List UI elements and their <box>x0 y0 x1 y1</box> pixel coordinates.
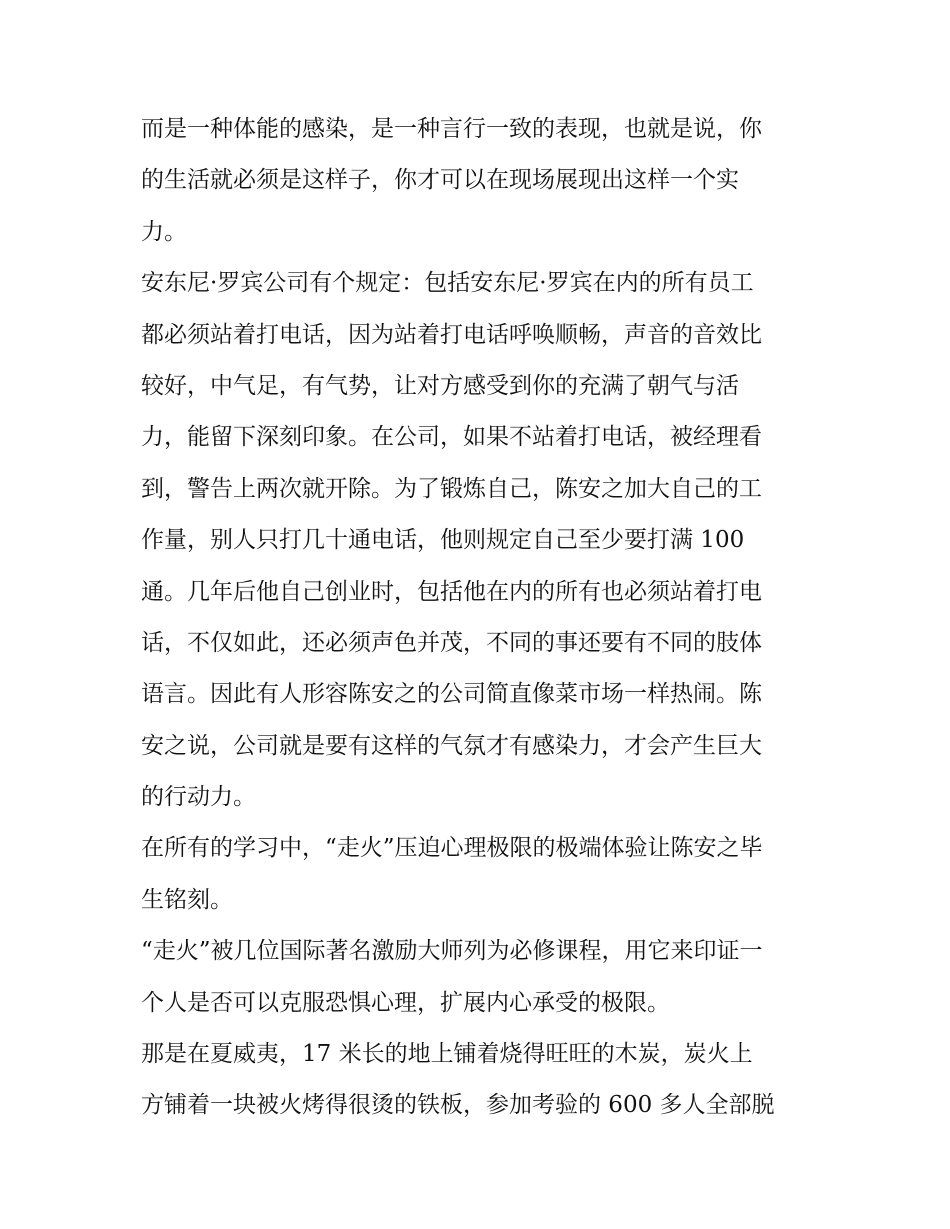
text-line: 作量，别人只打几十通电话，他则规定自己至少要打满 100 <box>141 527 745 554</box>
text-line: 的生活就必须是这样子，你才可以在现场展现出这样一个实 <box>141 167 739 194</box>
text-line: 力。 <box>141 218 187 245</box>
text-line: 个人是否可以克服恐惧心理，扩展内心承受的极限。 <box>141 989 670 1016</box>
text-line: 的行动力。 <box>141 784 256 811</box>
text-line: 生铭刻。 <box>141 886 233 913</box>
text-line: 在所有的学习中，“走火”压迫心理极限的极端体验让陈安之毕 <box>141 835 763 862</box>
text-line: 而是一种体能的感染，是一种言行一致的表现，也就是说，你 <box>141 116 762 142</box>
text-line: 力，能留下深刻印象。在公司，如果不站着打电话，被经理看 <box>141 424 762 451</box>
text-line: 都必须站着打电话，因为站着打电话呼唤顺畅，声音的音效比 <box>141 321 762 348</box>
text-line: 较好，中气足，有气势，让对方感受到你的充满了朝气与活 <box>141 372 739 399</box>
text-line: 通。几年后他自己创业时，包括他在内的所有也必须站着打电 <box>141 578 762 605</box>
text-line: 到，警告上两次就开除。为了锻炼自己，陈安之加大自己的工 <box>141 475 762 502</box>
text-line: “走火”被几位国际著名激励大师列为必修课程，用它来印证一 <box>141 938 763 965</box>
text-line: 安之说，公司就是要有这样的气氛才有感染力，才会产生巨大 <box>141 732 762 759</box>
text-line: 那是在夏威夷，17 米长的地上铺着烧得旺旺的木炭，炭火上 <box>141 1041 753 1068</box>
document-body <box>141 104 813 1132</box>
text-line: 语言。因此有人形容陈安之的公司简直像菜市场一样热闹。陈 <box>141 681 762 708</box>
text-line: 安东尼·罗宾公司有个规定：包括安东尼·罗宾在内的所有员工 <box>141 270 754 297</box>
text-line: 方铺着一块被火烤得很烫的铁板，参加考验的 600 多人全部脱 <box>141 1092 775 1119</box>
text-line: 话，不仅如此，还必须声色并茂，不同的事还要有不同的肢体 <box>141 629 762 656</box>
